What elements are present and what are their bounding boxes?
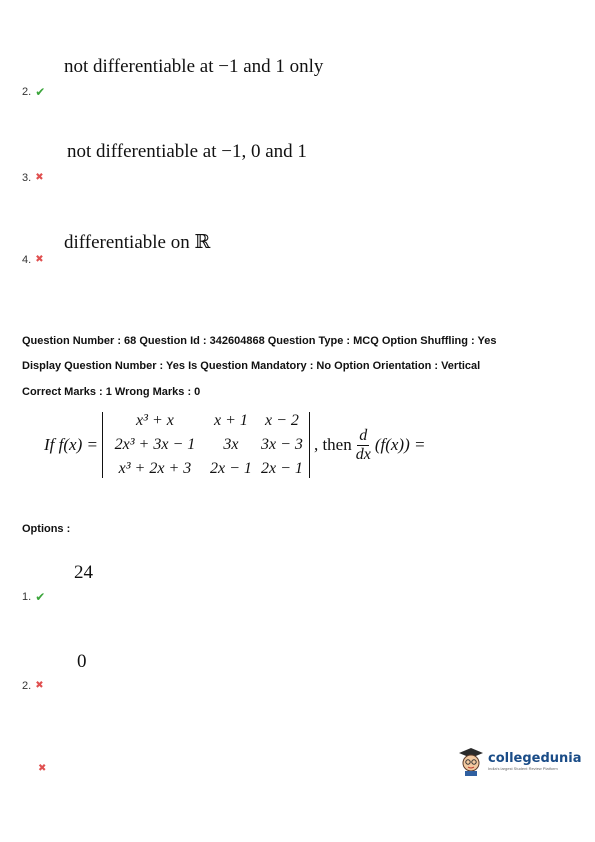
- cross-icon: ✖: [35, 680, 44, 691]
- prev-option-4-label: [22, 254, 44, 266]
- matrix-cell: 2x − 1: [210, 460, 252, 477]
- question-statement: [44, 412, 425, 478]
- prev-option-2-number: 2.: [22, 86, 32, 98]
- matrix-cell: x³ + x: [136, 412, 174, 429]
- matrix-cell: x³ + 2x + 3: [118, 460, 192, 477]
- prev-option-3-label: [22, 172, 44, 184]
- question-then: , then: [313, 435, 352, 454]
- logo-tagline: India's largest Student Review Platform: [488, 766, 558, 771]
- graduate-avatar-icon: [458, 746, 484, 776]
- matrix-cell: 2x³ + 3x − 1: [114, 436, 196, 453]
- option-2-label: [22, 680, 44, 692]
- matrix-cell: x + 1: [214, 412, 248, 429]
- option-1-number: 1.: [22, 591, 32, 603]
- prev-option-2-label: [22, 86, 45, 98]
- cross-icon: ✖: [35, 254, 44, 265]
- matrix-cell: 3x − 3: [261, 436, 303, 453]
- option-2-text: 0: [77, 651, 87, 672]
- prev-option-2-text: not differentiable at −1 and 1 only: [64, 56, 324, 77]
- question-lead: If f(x) =: [44, 435, 98, 454]
- matrix-cell: 2x − 1: [261, 460, 303, 477]
- prev-option-4-number: 4.: [22, 254, 32, 266]
- check-icon: ✔: [35, 85, 46, 99]
- cross-icon: ✖: [38, 763, 47, 774]
- question-meta-line2: Display Question Number : Yes Is Question Mandatory : No Option Orientation : Vertical: [22, 360, 481, 372]
- question-tail: (f(x)) =: [374, 435, 426, 454]
- matrix-cell: x − 2: [265, 412, 299, 429]
- option-2-number: 2.: [22, 680, 32, 692]
- question-meta-line1: Question Number : 68 Question Id : 342604868 Question Type : MCQ Option Shuffling : Yes: [22, 335, 497, 347]
- collegedunia-logo: [458, 746, 582, 776]
- fraction-denominator: dx: [355, 445, 371, 463]
- cross-icon: ✖: [35, 172, 44, 183]
- question-meta-line3: Correct Marks : 1 Wrong Marks : 0: [22, 386, 201, 398]
- option-1-text: 24: [74, 562, 93, 583]
- determinant-matrix: [102, 412, 310, 478]
- fraction-numerator: d: [359, 426, 368, 444]
- derivative-fraction: [356, 427, 371, 463]
- prev-option-3-text: not differentiable at −1, 0 and 1: [67, 141, 307, 162]
- options-label: Options :: [22, 523, 71, 535]
- matrix-cell: 3x: [223, 436, 239, 453]
- logo-name: collegedunia: [488, 751, 582, 766]
- option-3-label: [38, 764, 46, 774]
- option-1-label: [22, 591, 45, 603]
- check-icon: ✔: [35, 590, 46, 604]
- prev-option-4-text: differentiable on ℝ: [64, 232, 211, 253]
- prev-option-3-number: 3.: [22, 172, 32, 184]
